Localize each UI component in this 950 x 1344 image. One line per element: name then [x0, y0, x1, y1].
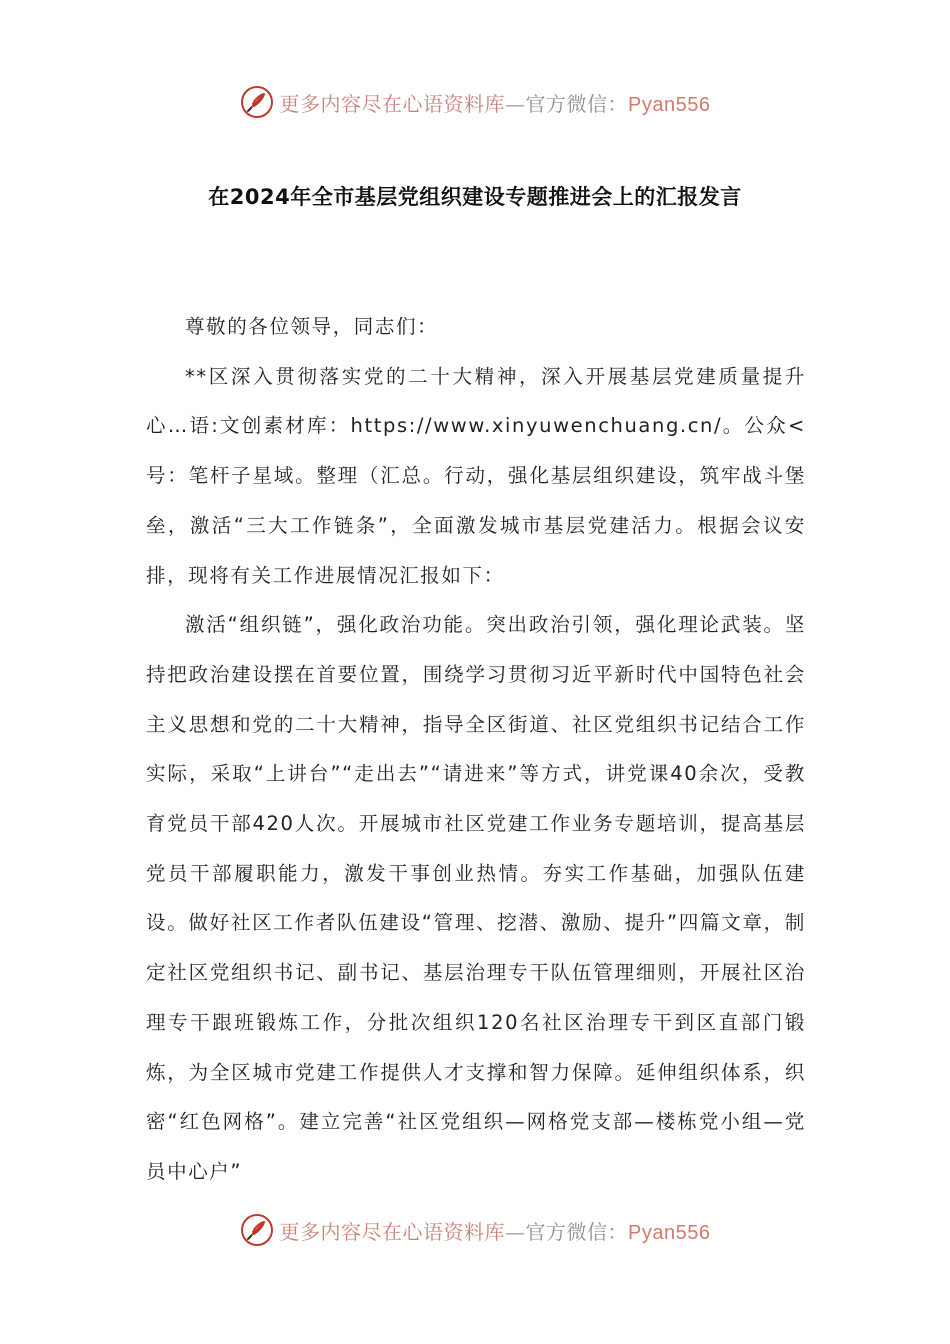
paragraph-salutation: 尊敬的各位领导，同志们： [185, 315, 439, 338]
document-title: 在2024年全市基层党组织建设专题推进会上的汇报发言 [208, 185, 742, 209]
banner-brand: 更多内容尽在心语资料库 [279, 91, 506, 116]
banner-separator: — [505, 91, 526, 116]
banner-brand: 更多内容尽在心语资料库 [279, 1219, 506, 1244]
banner-contact-label: 官方微信： [525, 91, 629, 116]
quill-pen-logo-icon [240, 85, 274, 119]
banner-text [280, 88, 711, 117]
quill-pen-logo-icon [240, 1213, 274, 1247]
header-banner [0, 80, 950, 124]
banner-separator: — [505, 1219, 526, 1244]
banner-contact-label: 官方微信： [525, 1219, 629, 1244]
paragraph-organization-chain: 激活“组织链”，强化政治功能。突出政治引领，强化理论武装。坚持把政治建设摆在首要位置，围绕学习贯彻习近平新时代中国特色社会主义思想和党的二十大精神，指导全区街道、社区党组织书记结合工作实际，采取“上讲台”“走出去”“请进来”等方式，讲党课40余次，受教育党员干部420人次。开展城市社区党建工作业务专题培训，提高基层党员干部履职能力，激发干事创业热情。夯实工作基础，加强队伍建设。做好社区工作者队伍建设“管理、挖潜、激励、提升”四篇文章，制定社区党组织书记、副书记、基层治理专干队伍管理细则，开展社区治理专干跟班锻炼工作，分批次组织120名社区治理专干到区直部门锻炼，为全区城市党建工作提供人才支撑和智力保障。延伸组织体系，织密“红色网格”。建立完善“社区党组织—网格党支部—楼栋党小组—党员中心户” [146, 613, 806, 1183]
paragraph-intro: **区深入贯彻落实党的二十大精神，深入开展基层党建质量提升心…语:文创素材库：https://www.xinyuwenchuang.cn/。公众<号：笔杆子星域。整理（汇总。行动，强化基层组织建设，筑牢战斗堡垒，激活“三大工作链条”，全面激发城市基层党建活力。根据会议安排，现将有关工作进展情况汇报如下： [146, 364, 806, 587]
banner-text [280, 1216, 711, 1245]
footer-banner [0, 1208, 950, 1252]
banner-wechat-id: Pyan556 [628, 1221, 711, 1244]
document-body [146, 302, 806, 1197]
banner-wechat-id: Pyan556 [628, 93, 711, 116]
